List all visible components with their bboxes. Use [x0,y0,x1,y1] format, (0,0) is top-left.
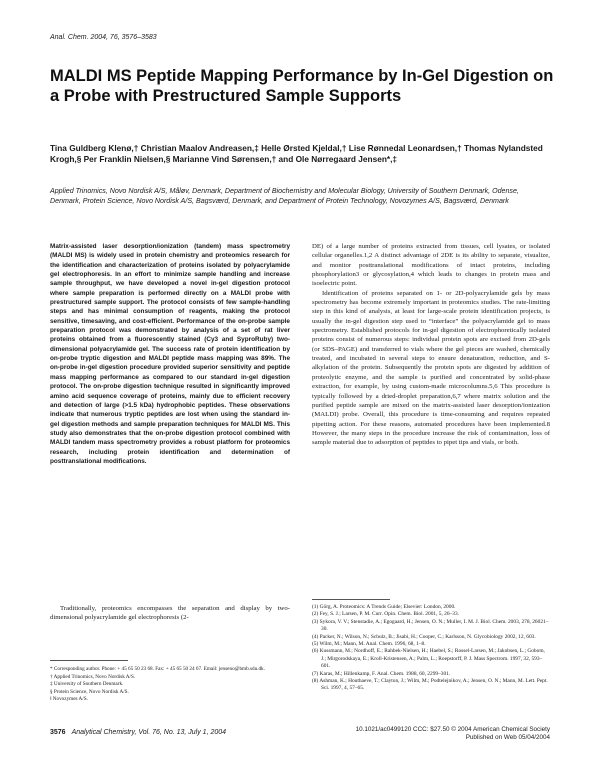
footnote-divider [50,660,128,661]
footnote-affil-1: † Applied Trinomics, Novo Nordisk A/S. [50,673,136,680]
doi-copyright: 10.1021/ac0499120 CCC: $27.50 © 2004 American Chemical Society [355,726,550,733]
publication-date: Published on Web 05/04/2004 [465,734,550,741]
reference-item: (4) Packer, N.; Wilson, N.; Schulz, B.; Jisabi, H.; Cooper, C.; Karlsson, N. Glycobiology 2002, 12, 603. [312,633,536,640]
body-paragraph-2: Identification of proteins separated on 1- or 2D-polyacrylamide gels by mass spectrometry has become extremely important in proteomics studies. The rate-limiting step in this kind of analysis, at least for large-scale protein identification projects, is usually the in-gel digestion step used to “interface” the polyacrylamide gel to mass spectrometry. Established protocols for in-gel digestion of electrophoretically isolated proteins consist of numerous steps: individual protein spots are excised from 2D-gels (or SDS–PAGE) and transferred to vials where the gel pieces are washed, chemically treated, and incubated in several steps to ensure denaturation, reduction, and S-alkylation of the protein. Subsequently the protein spots are digested by addition of proteolytic enzyme, and the sample is purified and concentrated by solid-phase extraction, for example, by using custom-made microcolumns.5,6 This procedure is typically followed by a dried-droplet preparation,6,7 where matrix solution and the purified peptide sample are mixed on the matrix-assisted laser desorption/ionization (MALDI) probe. Overall, this procedure is time-consuming and requires repeated pipetting action. For these reasons, automated procedures have been implemented.8 However, the many steps in the procedure increase the risk of contamination, loss of sample material due to adsorption of peptides to pipet tips and vials, or both. [312,289,550,447]
references-divider [312,599,390,600]
page-footer-left [50,729,226,736]
abstract: Matrix-assisted laser desorption/ionization (tandem) mass spectrometry (MALDI MS) is widely used in protein chemistry and proteomics research for the identification and characterization of proteins isolated by polyacrylamide gel electrophoresis. In an effort to minimize sample handling and increase sample throughput, we have developed a novel in-gel digestion protocol where sample preparation is performed directly on a MALDI probe with prestructured sample support. The protocol consists of few sample-handling steps and has minimal consumption of reagents, making the protocol sensitive, timesaving, and cost-efficient. Performance of the on-probe sample preparation protocol was demonstrated by analysis of a set of rat liver proteins obtained from a fluorescently stained (Cy3 and SyproRuby) two-dimensional polyacrylamide gel. The success rate of protein identification by on-probe tryptic digestion and MALDI peptide mass mapping was 89%. The on-probe in-gel digestion procedure provided superior sensitivity and peptide mass mapping performance as compared to our standard in-gel digestion protocol. The on-probe digestion technique resulted in significantly improved amino acid sequence coverage of proteins, mainly due to efficient recovery and detection of large (>1.5 kDa) hydrophobic peptides. These observations indicate that numerous tryptic peptides are lost when using the standard in-gel digestion methods and sample preparation techniques for MALDI MS. This study also demonstrates that the on-probe digestion protocol combined with MALDI tandem mass spectrometry provides a robust platform for proteomics research, including protein identification and determination of posttranslational modifications. [50,243,290,465]
reference-item: (3) Sykora, V. V.; Stenstadie, A.; Egogaard, H.; Jensen, O. N.; Muller, I. M. J. Biol. Chem. 2003, 278, 26021–30. [312,618,549,633]
page-footer-right [312,726,550,742]
footnote-affil-4: ‖ Novozymes A/S. [50,696,88,703]
reference-item: (7) Karas, M.; Hillenkamp, F. Anal. Chem. 1988, 60, 2299–301. [312,670,451,677]
article-title: MALDI MS Peptide Mapping Performance by In-Gel Digestion on a Probe with Prestructured Sample Supports [50,67,554,105]
footnotes [50,666,290,704]
affiliations: Applied Trinomics, Novo Nordisk A/S, Måløv, Denmark, Department of Biochemistry and Molecular Biology, University of Southern Denmark, Odense, Denmark, Protein Science, Novo Nordisk A/S, Bagsværd, Denmark, and Department of Protein Technology, Novozymes A/S, Bagsværd, Denmark [50,187,519,206]
reference-item: (2) Fey, S. J.; Larsen, P. M. Curr. Opin. Chem. Biol. 2001, 5, 26–33. [312,611,459,618]
intro-paragraph-left [50,604,290,623]
author-list: Tina Guldberg Klenø,† Christian Maalov Andreasen,‡ Helle Ørsted Kjeldal,† Lise Rønnedal Leonardsen,† Thomas Nylandsted Krogh,§ Per Franklin Nielsen,§ Marianne Vind Sørensen,† and Ole Nørregaard Jensen*,‡ [50,143,543,164]
reference-list [312,604,550,693]
journal-reference: Anal. Chem. 2004, 76, 3576–3583 [50,34,157,41]
reference-item: (1) Görg, A. Proteomics: A Trends Guide; Elsevier: London, 2000. [312,604,456,610]
body-paragraph-1: DE) of a large number of proteins extracted from tissues, cell lysates, or isolated cellular organelles.1,2 A distinct advantage of 2DE is its ability to separate, visualize, and monitor posttranslational modifications of intact proteins, including phosphorylation3 or glycosylation,4 which leads to changes in protein mass and isoelectric point. [312,243,550,288]
footnote-corresponding: * Corresponding author. Phone: + 45 65 50 23 68. Fax: + 45 65 50 24 67. Email: jenseno@bmb.sdu.dk. [50,666,265,672]
footnote-affil-3: § Protein Science, Novo Nordisk A/S. [50,688,129,695]
intro-text: Traditionally, proteomics encompasses the separation and display by two-dimensional polyacrylamide gel electrophoresis (2- [50,605,290,622]
journal-issue: Analytical Chemistry, Vol. 76, No. 13, July 1, 2004 [71,729,227,736]
reference-item: (8) Ashman, K.; Houthaeve, T.; Clayton, J.; Wilm, M.; Podtelejnikov, A.; Jensen, O. N.; Mann, M. Lett. Pept. Sci. 1997, 4, 57–65. [312,678,548,692]
reference-item: (5) Wilm, M.; Mann, M. Anal. Chem. 1996, 68, 1–8. [312,641,426,648]
footnote-affil-2: ‡ University of Southern Denmark. [50,681,124,688]
right-column-body [312,242,550,448]
reference-item: (6) Kussmann, M.; Nordhoff, E.; Rahbek-Nielsen, H.; Haebel, S.; Rossel-Larsen, M.; Jakobsen, L.; Gobom, J.; Mirgorodskaya, E.; Kroll-Kristensen, A.; Palm, L.; Roepstorff, P. J. Mass Spectrom. 1997, 32, 593–601. [312,648,545,670]
page-number: 3576 [50,729,66,736]
